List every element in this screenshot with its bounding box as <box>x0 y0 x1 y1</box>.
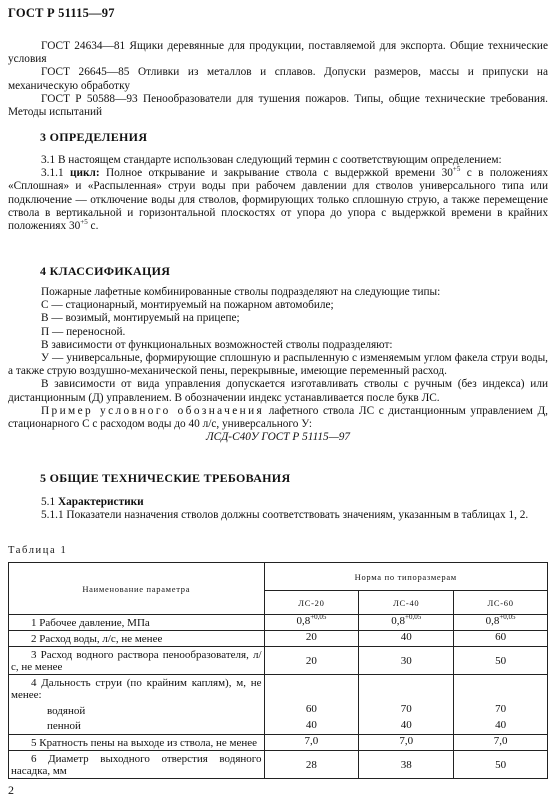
table-caption: Таблица 1 <box>8 545 68 556</box>
column-header-size: ЛС-20 <box>264 591 359 615</box>
classification-line: В — возимый, монтируемый на прицепе; <box>41 312 240 325</box>
table-row: 5 Кратность пены на выходе из ствола, не менее 7,0 7,0 7,0 <box>9 735 548 751</box>
term: цикл: <box>69 167 100 180</box>
reference-item: ГОСТ 26645—85 Отливки из металлов и сплавов. Допуски размеров, массы и припуски на механическую обработку <box>8 66 548 92</box>
subsection-5-1: 5.1 Характеристики <box>41 496 144 508</box>
paragraph-5-1-1: 5.1.1 Показатели назначения стволов должны соответствовать значениям, указанным в таблицах 1, 2. <box>41 509 529 522</box>
section-3-title: 3 ОПРЕДЕЛЕНИЯ <box>40 130 148 144</box>
classification-line: В зависимости от вида управления допускается изготавливать стволы с ручным (без индекса) или дистанционным (Д) управлением. В обозначении индекс устанавливается после букв ЛС. <box>8 378 548 404</box>
paragraph-3-1-1: 3.1.1 цикл: Полное открывание и закрывание ствола с выдержкой времени $30^{+5}$ с в положениях «Сплошная» и «Распыленная» струи воды при рабочем давлении для стволов универсального типа или подключение — отключение воды для стволов, формирующих только сплошную струю, а также перемещение ствола в вертикальной и горизонтальной плоскостях от упора до упора с выдержкой времени в крайних положениях $30^{+5}$ с. <box>8 165 549 233</box>
column-header-size: ЛС-60 <box>454 591 548 615</box>
table-row: пенной 40 40 40 <box>9 719 548 735</box>
reference-item: ГОСТ 24634—81 Ящики деревянные для продукции, поставляемой для экспорта. Общие технические условия <box>8 40 548 66</box>
classification-line: С — стационарный, монтируемый на пожарном автомобиле; <box>41 299 334 312</box>
table-row: 3 Расход водного раствора пенообразователя, л/с, не менее 20 30 50 <box>9 647 548 675</box>
column-header-size: ЛС-40 <box>359 591 454 615</box>
document-header: ГОСТ Р 51115—97 <box>8 6 115 20</box>
section-4-title: 4 КЛАССИФИКАЦИЯ <box>40 264 171 278</box>
section-5-body <box>8 496 548 522</box>
table-row: водяной 60 70 70 <box>9 703 548 719</box>
classification-line: П — переносной. <box>41 325 126 338</box>
section-4-body <box>8 286 548 444</box>
column-header-norm: Норма по типоразмерам <box>264 563 547 591</box>
paragraph-3-1: 3.1 В настоящем стандарте использован следующий термин с соответствующим определением: <box>41 154 502 166</box>
example-label: Пример условного обозначения <box>41 404 265 417</box>
column-header-parameter: Наименование параметра <box>9 563 265 615</box>
table-row: 2 Расход воды, л/с, не менее 20 40 60 <box>9 631 548 647</box>
table-row: 6 Диаметр выходного отверстия водяного насадка, мм 28 38 50 <box>9 751 548 779</box>
table-row: 4 Дальность струи (по крайним каплям), м, не менее: <box>9 675 548 703</box>
example-designation: ЛСД-С40У ГОСТ Р 51115—97 <box>205 431 351 444</box>
page-number: 2 <box>8 783 14 797</box>
reference-item: ГОСТ Р 50588—93 Пенообразователи для тушения пожаров. Типы, общие технические требования. Методы испытаний <box>8 92 548 119</box>
classification-line: В зависимости от функциональных возможностей стволы подразделяют: <box>41 338 393 351</box>
parameters-table <box>8 562 548 779</box>
example-paragraph: Пример условного обозначения лафетного ствола ЛС с дистанционным управлением Д, стационарного С с расходом воды до 40 л/с, универсального У: <box>8 404 548 431</box>
section-5-title: 5 ОБЩИЕ ТЕХНИЧЕСКИЕ ТРЕБОВАНИЯ <box>40 471 291 485</box>
classification-line: У — универсальные, формирующие сплошную и распыленную с изменяемым углом факела струи воды, а также струю воздушно-механической пены, перекрывные, имеющие переменный расход. <box>8 352 548 378</box>
classification-line: Пожарные лафетные комбинированные стволы подразделяют на следующие типы: <box>41 286 441 298</box>
section-3-body <box>8 154 548 233</box>
table-row: 1 Рабочее давление, МПа $0,8^{+0,05}$ $0,8^{+0,05}$ $0,8^{+0,05}$ <box>9 615 548 631</box>
references-list <box>8 40 548 119</box>
